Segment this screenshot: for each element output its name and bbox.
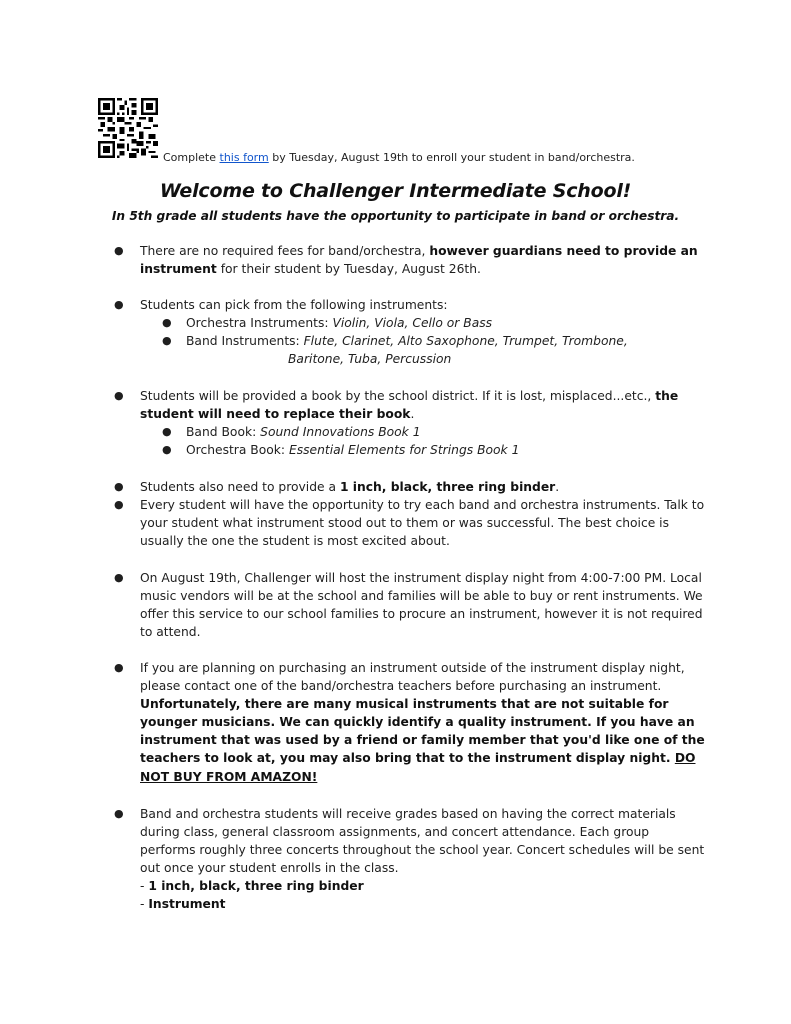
page-subtitle: In 5th grade all students have the opportunity to participate in band or orchestra.: [111, 209, 680, 223]
band-instruments-list-continued: Baritone, Tuba, Percussion: [288, 352, 452, 366]
band-instruments-continued: [288, 350, 451, 368]
sub-bullet-band-instruments: [162, 332, 706, 350]
bullet-marker: ●: [114, 244, 124, 257]
purchasing-warning: Unfortunately, there are many musical instruments that are not suitable for younger musicians. We can quickly identify a quality instrument. If you have an instrument that was used by a friend or family member that you'd like one of the teachers to look at, you may also bring that to the instrument display night.: [140, 697, 705, 766]
bullet-marker: ●: [162, 334, 172, 347]
bullet-grades: [114, 805, 705, 877]
bullet-marker: ●: [114, 498, 124, 511]
try-instruments-text: Every student will have the opportunity to try each band and orchestra instruments. Talk to your student what instrument stood out to them or was successful. The best choice is usually the one the student is most excited about.: [140, 498, 705, 549]
requirement-binder-text: 1 inch, black, three ring binder: [148, 879, 364, 893]
fees-text: There are no required fees for band/orchestra,: [140, 244, 430, 258]
dash-marker: -: [140, 879, 149, 893]
books-emphasis: the student will need to replace their book: [140, 389, 679, 422]
bullet-binder: [114, 478, 705, 496]
enrollment-form-link[interactable]: this form: [219, 151, 269, 164]
bullet-instruments: [114, 296, 705, 314]
requirement-instrument: [140, 895, 226, 913]
band-instruments-list: Flute, Clarinet, Alto Saxophone, Trumpet, Trombone,: [303, 334, 628, 348]
sub-bullet-orchestra-book: [162, 441, 706, 459]
amazon-warning: DO NOT BUY FROM AMAZON!: [140, 751, 696, 784]
intro-text-before: Complete: [163, 151, 220, 164]
instruments-lead: Students can pick from the following instruments:: [140, 298, 448, 312]
fees-emphasis: however guardians need to provide an instrument: [140, 244, 698, 277]
requirement-binder: [140, 877, 364, 895]
enrollment-instruction: [163, 151, 635, 164]
books-text: Students will be provided a book by the school district. If it is lost, misplaced...etc.,: [140, 389, 656, 403]
purchasing-text: If you are planning on purchasing an instrument outside of the instrument display night, please contact one of the band/orchestra teachers before purchasing an instrument.: [140, 661, 685, 694]
intro-text-after: by Tuesday, August 19th to enroll your student in band/orchestra.: [268, 151, 635, 164]
bullet-marker: ●: [114, 571, 124, 584]
sub-bullet-orchestra-instruments: [162, 314, 706, 332]
bullet-marker: ●: [114, 480, 124, 493]
qr-code-icon[interactable]: [98, 98, 158, 158]
orchestra-instruments-list: Violin, Viola, Cello or Bass: [332, 316, 493, 330]
fees-deadline: for their student by Tuesday, August 26th.: [216, 262, 481, 277]
orchestra-book-title: Essential Elements for Strings Book 1: [288, 443, 520, 457]
bullet-marker: ●: [114, 661, 124, 674]
band-book-title: Sound Innovations Book 1: [260, 425, 421, 439]
binder-period: .: [555, 480, 560, 494]
page-title: Welcome to Challenger Intermediate School!: [159, 180, 632, 202]
bullet-marker: ●: [162, 443, 172, 456]
books-period: .: [410, 407, 415, 422]
grades-text: Band and orchestra students will receive grades based on having the correct materials during class, general classroom assignments, and concert attendance. Each group performs roughly three concerts throughout the school year. Concert schedules will be sent out once your student enrolls in the class.: [140, 807, 705, 876]
requirement-instrument-text: Instrument: [148, 897, 226, 911]
bullet-books: [114, 387, 705, 423]
bullet-marker: ●: [114, 807, 124, 820]
bullet-marker: ●: [162, 316, 172, 329]
sub-bullet-band-book: [162, 423, 706, 441]
bullet-purchasing: [114, 659, 705, 786]
bullet-marker: ●: [162, 425, 172, 438]
bullet-fees: [114, 242, 705, 278]
orchestra-book-label: Orchestra Book:: [186, 443, 289, 457]
bullet-marker: ●: [114, 389, 124, 402]
orchestra-instruments-label: Orchestra Instruments:: [186, 316, 333, 330]
display-night-text: On August 19th, Challenger will host the instrument display night from 4:00-7:00 PM. Local music vendors will be at the school and families will be able to buy or rent instruments. We offer this service to our school families to procure an instrument, however it is not required to attend.: [140, 571, 703, 640]
dash-marker: -: [140, 897, 149, 911]
bullet-display-night: [114, 569, 705, 641]
binder-emphasis: 1 inch, black, three ring binder: [339, 480, 556, 494]
binder-text: Students also need to provide a: [140, 480, 340, 494]
bullet-try-instruments: [114, 496, 705, 550]
bullet-marker: ●: [114, 298, 124, 311]
band-instruments-label: Band Instruments:: [186, 334, 304, 348]
band-book-label: Band Book:: [186, 425, 261, 439]
